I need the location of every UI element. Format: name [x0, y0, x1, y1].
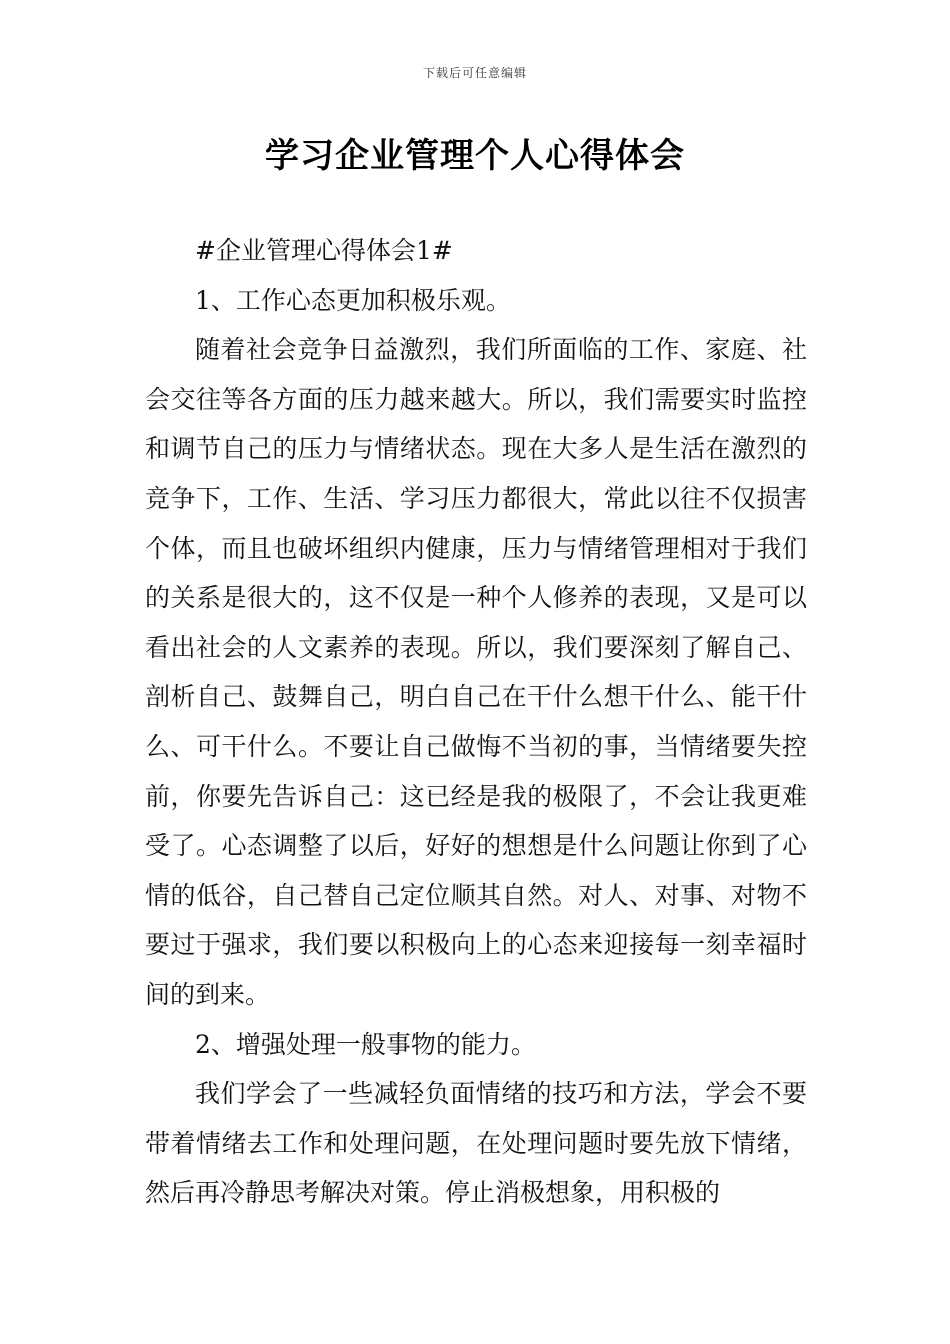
document-title: 学习企业管理个人心得体会	[265, 136, 685, 176]
body-paragraph-2: 我们学会了一些减轻负面情绪的技巧和方法，学会不要带着情绪去工作和处理问题，在处理问题时要先放下情绪，然后再冷静思考解决对策。停止消极想象，用积极的	[145, 1079, 807, 1208]
header-note: 下载后可任意编辑	[422, 66, 527, 80]
point-heading-1: 1、工作心态更加积极乐观。	[195, 285, 511, 315]
point-heading-2: 2、增强处理一般事物的能力。	[195, 1029, 536, 1059]
body-paragraph-1: 随着社会竞争日益激烈，我们所面临的工作、家庭、社会交往等各方面的压力越来越大。所以，我们需要实时监控和调节自己的压力与情绪状态。现在大多人是生活在激烈的竞争下，工作、生活、学习压力都很大，常此以往不仅损害个体，而且也破坏组织内健康，压力与情绪管理相对于我们的关系是很大的，这不仅是一种个人修养的表现，又是可以看出社会的人文素养的表现。所以，我们要深刻了解自己、剖析自己、鼓舞自己，明白自己在干什么想干什么、能干什么、可干什么。不要让自己做悔不当初的事，当情绪要失控前，你要先告诉自己：这已经是我的极限了，不会让我更难受了。心态调整了以后，好好的想想是什么问题让你到了心情的低谷，自己替自己定位顺其自然。对人、对事、对物不要过于强求，我们要以积极向上的心态来迎接每一刻幸福时间的到来。	[145, 335, 807, 1009]
document-body	[145, 226, 807, 1218]
section-heading: #企业管理心得体会1#	[195, 236, 453, 265]
